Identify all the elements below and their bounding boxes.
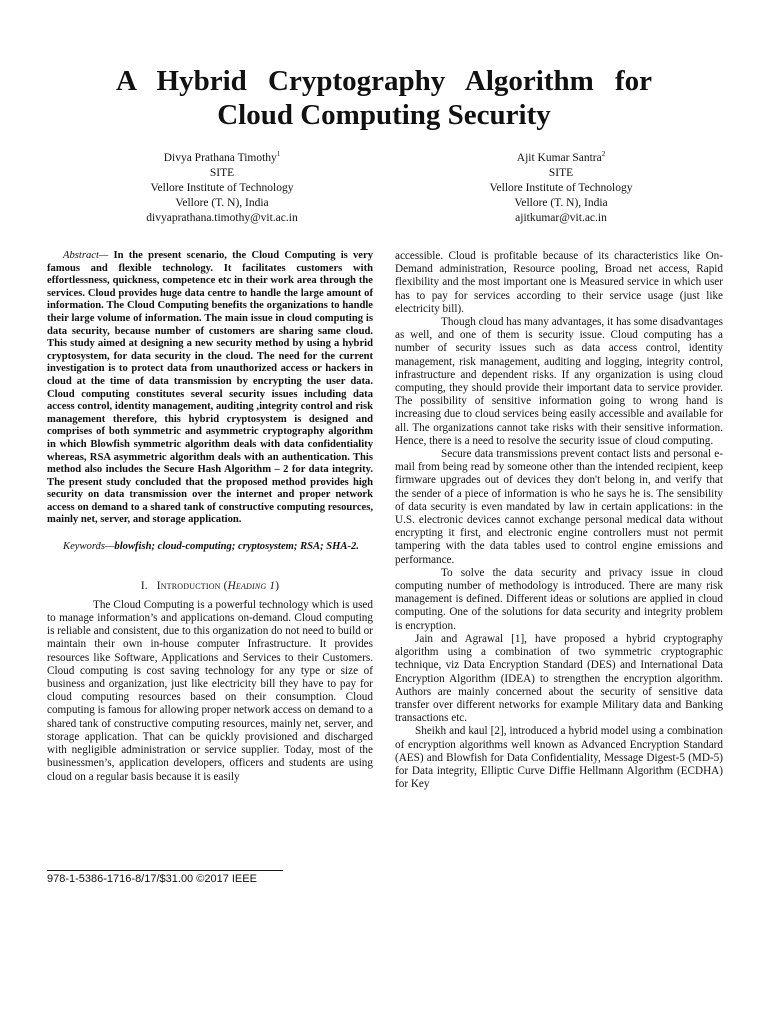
section-heading-note: Heading 1 <box>227 579 276 592</box>
author-name: Divya Prathana Timothy <box>163 152 277 164</box>
title-line-2: Cloud Computing Security <box>217 99 551 131</box>
author-department: SITE <box>209 167 235 179</box>
copyright-footer: 978-1-5386-1716-8/17/$31.00 ©2017 IEEE <box>47 873 257 885</box>
body-paragraph: To solve the data security and privacy issue in cloud computing number of methodology is introduced. There are many risk management is defined. Different ideas or solutions are applied in cloud computing. One of the solutions for data security and integrity problem is encryption. <box>395 566 723 632</box>
author-institute: Vellore Institute of Technology <box>150 182 294 194</box>
author-institute: Vellore Institute of Technology <box>489 182 633 194</box>
title-line-1: A Hybrid Cryptography Algorithm for <box>115 65 653 97</box>
author-block-1 <box>102 151 342 226</box>
abstract-text: In the present scenario, the Cloud Computing is very famous and flexible technology. It facilitates customers with effortlessness, quickness, competence etc in their work area through the services. Cloud provides huge data centre to handle the large amount of information. The Cloud Computing benefits the organizations to handle their large volume of information. The main issue in cloud computing is data security, because number of customers are sharing same cloud. This study aimed at designing a new security method by using a hybrid cryptosystem, for data security in the cloud. The need for the current investigation is to protect data from unauthorized access or hackers in cloud at the time of data transmission by encrypting the user data. Cloud computing constitutes several security issues including data access control, identity management, auditing ,integrity control and risk management therefore, this hybrid cryptosystem is designed and comprises of both symmetric and asymmetric cryptography algorithm in which Blowfish symmetric algorithm deals with data confidentiality whereas, RSA asymmetric algorithm deals with an authentication. This method also includes the Secure Hash Algorithm – 2 for data integrity. The present study concluded that the proposed method provides high security on data transmission over the internet and proper network access on demand to a shared tank of constructive computing resources, mainly net, server, and storage application. <box>47 250 373 526</box>
left-column <box>47 250 373 784</box>
body-paragraph: Secure data transmissions prevent contact lists and personal e-mail from being read by someone other than the intended recipient, keep firmware upgrades out of devices they don't belong in, and verify that the sender of a piece of information is who he says he is. The sensibility of data security is even mandated by law in certain applications: in the U.S. electronic devices cannot exchange personal medical data without encrypting it first, and electronic engine controllers must not permit tampering with the data tables used to control engine emissions and performance. <box>395 448 723 566</box>
author-affil-marker: 2 <box>601 150 606 159</box>
author-location: Vellore (T. N), India <box>514 197 608 209</box>
body-paragraph: Sheikh and kaul [2], introduced a hybrid model using a combination of encryption algorithms well known as Advanced Encryption Standard (AES) and Blowfish for Data Confidentiality, Message Digest-5 (MD-5) for Data integrity, Elliptic Curve Diffie Hellmann Algorithm (ECDHA) for Key <box>395 725 723 791</box>
abstract-lead: Abstract— <box>63 250 109 261</box>
author-affil-marker: 1 <box>276 150 281 159</box>
author-location: Vellore (T. N), India <box>175 197 269 209</box>
keywords-text: blowfish; cloud-computing; cryptosystem; RSA; SHA-2. <box>114 541 359 553</box>
author-email: ajitkumar@vit.ac.in <box>515 212 607 224</box>
author-block-2 <box>441 151 681 226</box>
abstract <box>47 250 373 527</box>
footer-rule <box>47 870 283 871</box>
keywords-lead: Keywords— <box>63 541 115 553</box>
author-name: Ajit Kumar Santra <box>516 152 602 164</box>
right-column <box>395 250 723 791</box>
body-paragraph: The Cloud Computing is a powerful technology which is used to manage information’s and applications on-demand. Cloud computing is reliable and consistent, due to this organization do not need to build or maintain their own in-house computer Infrastructure. It provides resources like Software, Applications and Services to their Customers. Cloud computing is cost saving technology for any type or size of business and organization, just like electricity bill they have to pay for cloud computing resources based on their consumption. Cloud computing is famous for allowing proper network access on demand to a shared tank of constructive computing resources, mainly net, server, and storage application. That can be quickly provisioned and discharged with negligible administration or service supplier. Today, most of the businessmen’s, application developers, officers and students are using cloud on a regular basis because it is easily <box>47 598 373 783</box>
keywords <box>47 541 373 554</box>
section-number: I. <box>140 579 148 592</box>
body-paragraph: Though cloud has many advantages, it has some disadvantages as well, and one of them is security issue. Cloud computing has a number of security issues such as data access control, identity management, risk management, auditing and logging, integrity control, infrastructure and dependent risks. If any organization is using cloud computing, they should provide their important data to service provider. The possibility of sensitive information going to wrong hand is increasing due to cloud services being easily accessible and available for all. The organizations cannot take risks with their sensitive information. Hence, there is a need to resolve the security issue of cloud computing. <box>395 316 723 447</box>
body-paragraph: accessible. Cloud is profitable because of its characteristics like On-Demand administration, Resource pooling, Broad net access, Rapid flexibility and the most important one is Measured service in which user has to pay for services according to their service usage (just like electricity bill). <box>395 250 723 315</box>
section-heading: I. Introduction (Heading 1) <box>140 579 280 592</box>
author-email: divyaprathana.timothy@vit.ac.in <box>146 212 298 224</box>
body-paragraph: Jain and Agrawal [1], have proposed a hybrid cryptography algorithm using a combination of two symmetric cryptographic technique, viz Data Encryption Standard (DES) and International Data Encryption Algorithm (IDEA) to strengthen the encryption algorithm. Authors are mainly concerned about the security of sensitive data transfer over different networks for example Military data and Banking transactions etc. <box>395 632 723 725</box>
author-department: SITE <box>548 167 574 179</box>
section-title: Introduction <box>156 579 221 592</box>
paper-title <box>60 64 708 132</box>
